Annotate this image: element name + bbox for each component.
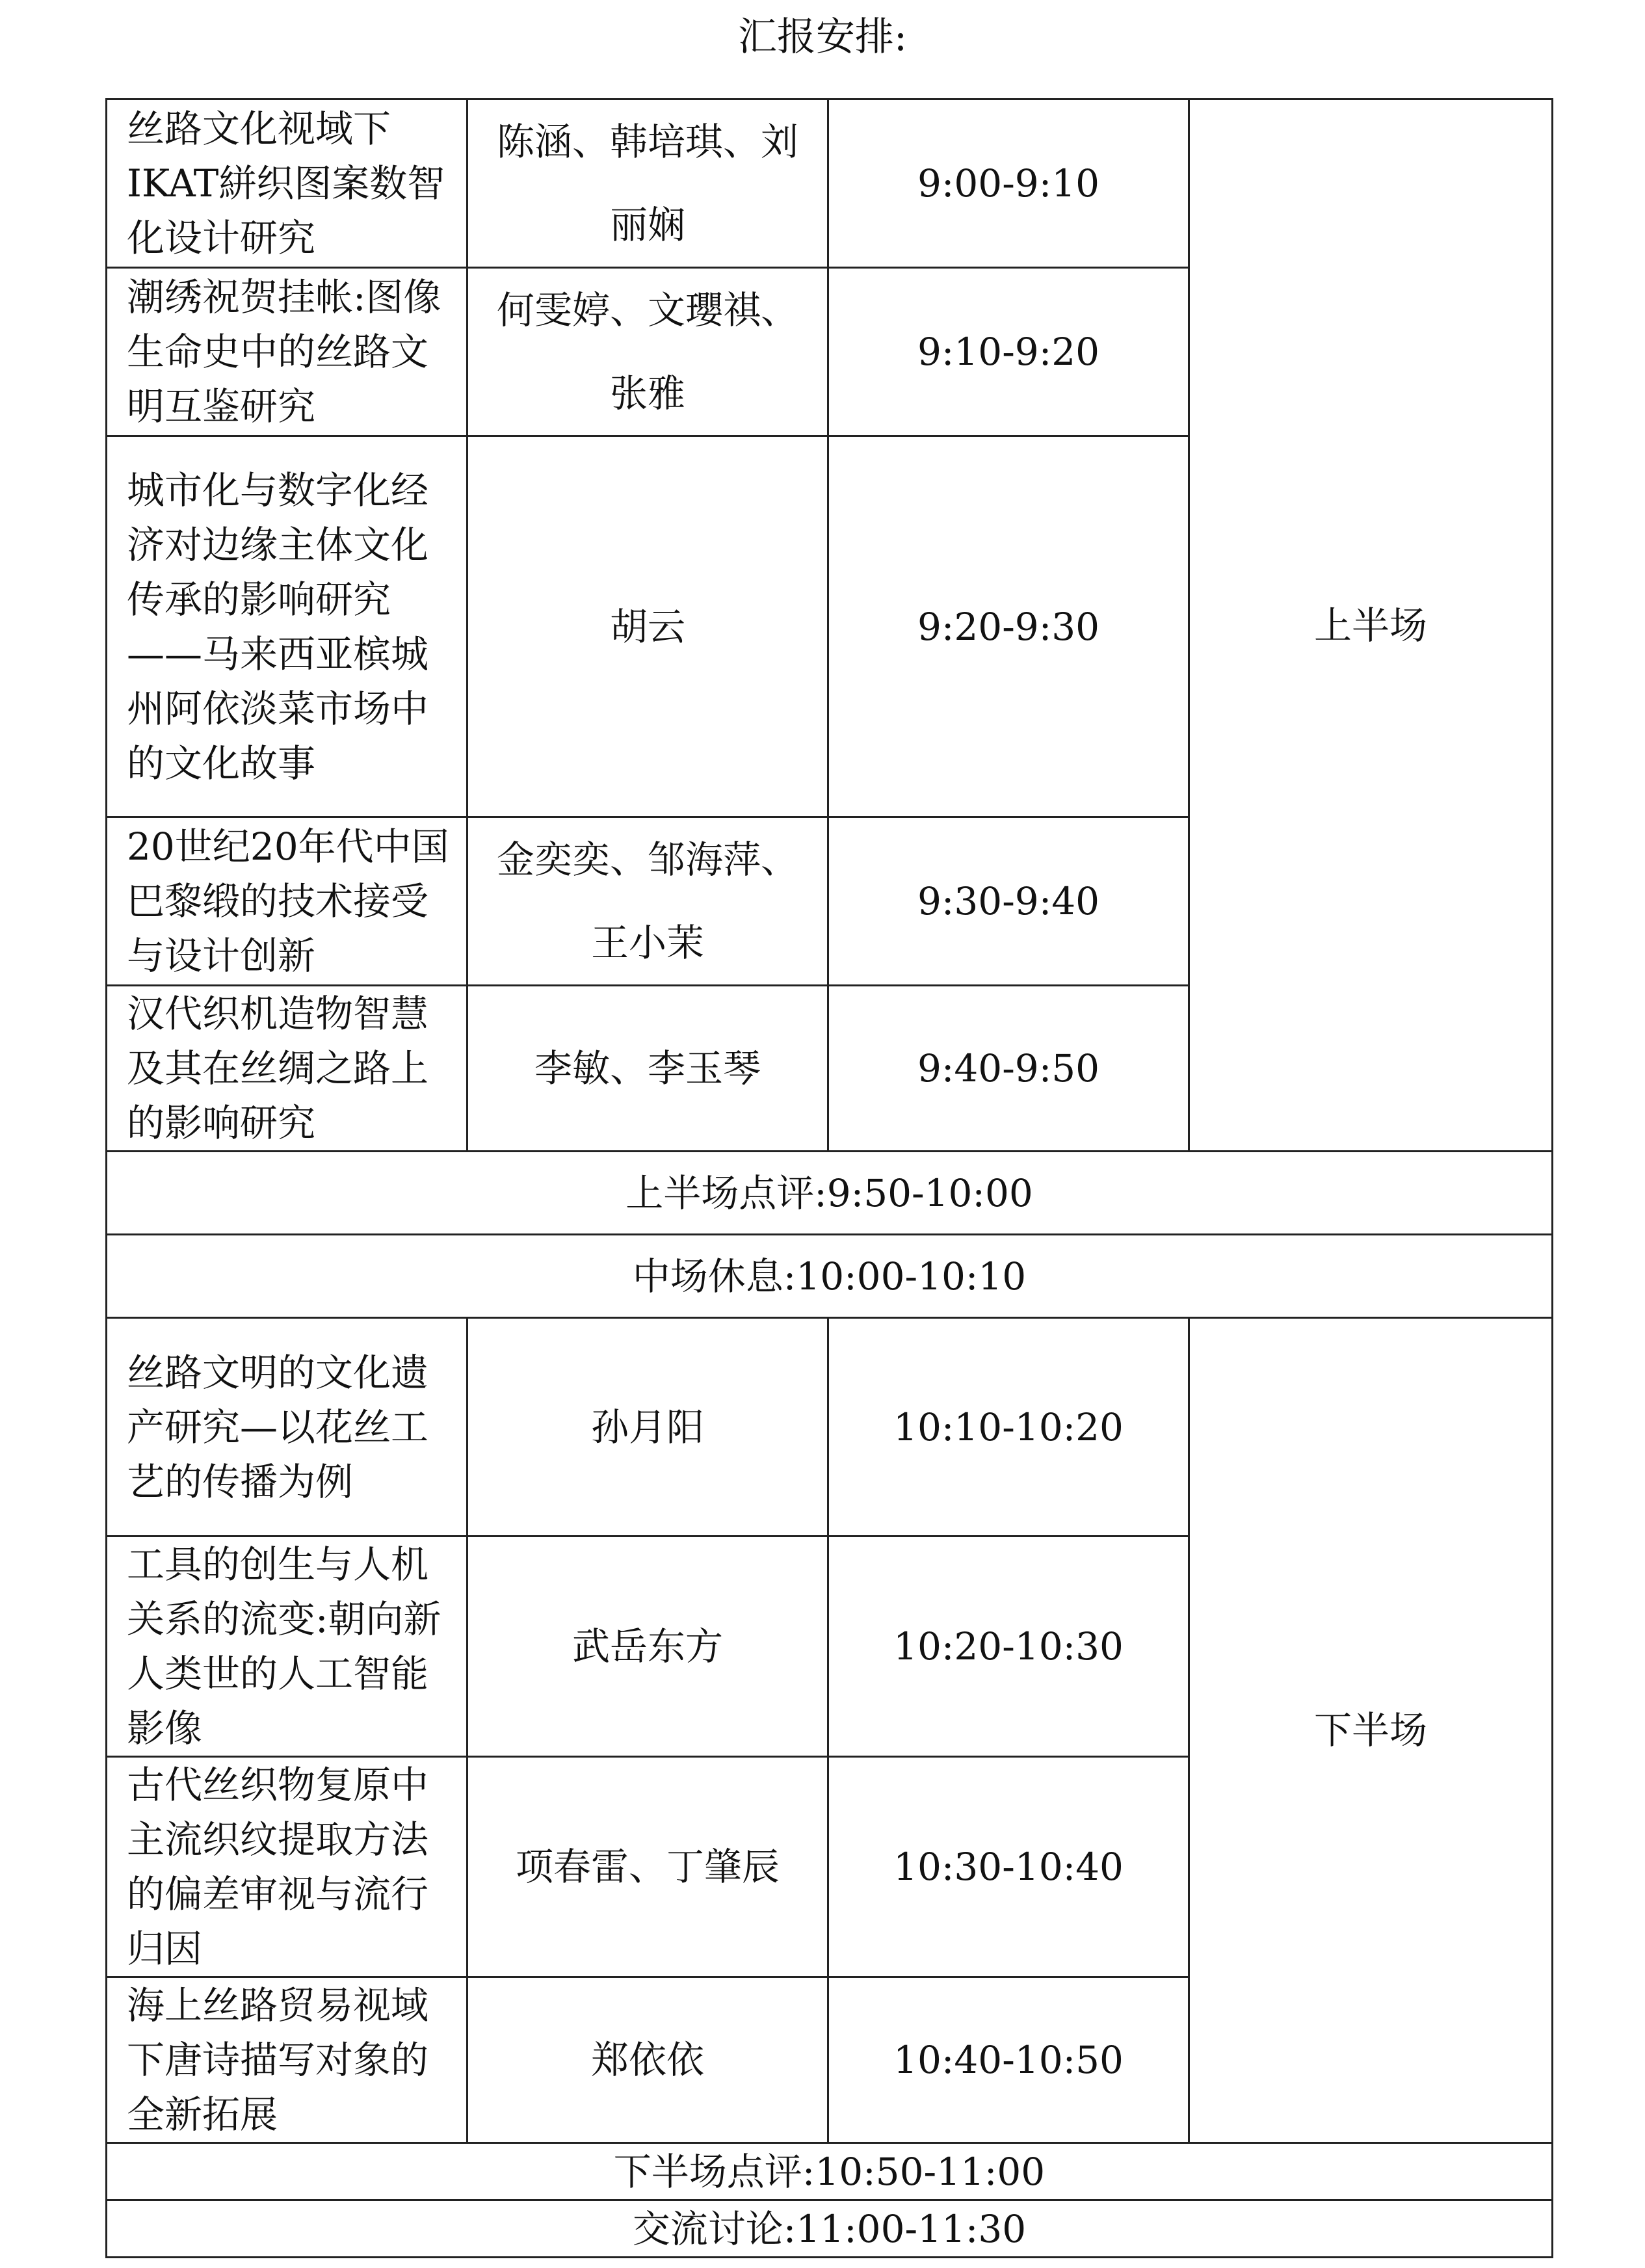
second-half-review: 下半场点评:10:50-11:00 bbox=[107, 2143, 1553, 2200]
table-row bbox=[107, 1152, 1553, 1235]
presenter-names: 孙月阳 bbox=[467, 1318, 828, 1536]
talk-title: 城市化与数字化经济对边缘主体文化传承的影响研究——马来西亚槟城州阿依淡菜市场中的文化故事 bbox=[107, 436, 467, 817]
time-slot: 10:10-10:20 bbox=[828, 1318, 1189, 1536]
presenter-names: 胡云 bbox=[467, 436, 828, 817]
schedule-table bbox=[105, 98, 1553, 2258]
time-slot: 9:30-9:40 bbox=[828, 817, 1189, 986]
presenter-names: 武岳东方 bbox=[467, 1536, 828, 1757]
discussion-row: 交流讨论:11:00-11:30 bbox=[107, 2200, 1553, 2258]
presenter-names: 何雯婷、文瓔祺、张雅 bbox=[467, 268, 828, 436]
session-label-second-half: 下半场 bbox=[1189, 1318, 1553, 2143]
presenter-names: 陈涵、韩培琪、刘丽娴 bbox=[467, 99, 828, 268]
time-slot: 9:40-9:50 bbox=[828, 986, 1189, 1152]
talk-title: 潮绣祝贺挂帐:图像生命史中的丝路文明互鉴研究 bbox=[107, 268, 467, 436]
time-slot: 10:40-10:50 bbox=[828, 1977, 1189, 2143]
break-row: 中场休息:10:00-10:10 bbox=[107, 1235, 1553, 1318]
time-slot: 10:30-10:40 bbox=[828, 1757, 1189, 1977]
session-label-first-half: 上半场 bbox=[1189, 99, 1553, 1152]
talk-title: 20世纪20年代中国巴黎缎的技术接受与设计创新 bbox=[107, 817, 467, 986]
talk-title: 丝路文化视域下IKAT絣织图案数智化设计研究 bbox=[107, 99, 467, 268]
talk-title: 丝路文明的文化遗产研究—以花丝工艺的传播为例 bbox=[107, 1318, 467, 1536]
table-row bbox=[107, 99, 1553, 268]
time-slot: 9:10-9:20 bbox=[828, 268, 1189, 436]
time-slot: 10:20-10:30 bbox=[828, 1536, 1189, 1757]
talk-title: 古代丝织物复原中主流织纹提取方法的偏差审视与流行归因 bbox=[107, 1757, 467, 1977]
presenter-names: 郑依依 bbox=[467, 1977, 828, 2143]
table-row bbox=[107, 2143, 1553, 2200]
table-row bbox=[107, 1235, 1553, 1318]
presenter-names: 金奕奕、邹海萍、王小茉 bbox=[467, 817, 828, 986]
presenter-names: 项春雷、丁肇辰 bbox=[467, 1757, 828, 1977]
talk-title: 海上丝路贸易视域下唐诗描写对象的全新拓展 bbox=[107, 1977, 467, 2143]
table-row bbox=[107, 2200, 1553, 2258]
time-slot: 9:20-9:30 bbox=[828, 436, 1189, 817]
talk-title: 工具的创生与人机关系的流变:朝向新人类世的人工智能影像 bbox=[107, 1536, 467, 1757]
time-slot: 9:00-9:10 bbox=[828, 99, 1189, 268]
page-title: 汇报安排: bbox=[737, 14, 908, 60]
first-half-review: 上半场点评:9:50-10:00 bbox=[107, 1152, 1553, 1235]
presenter-names: 李敏、李玉琴 bbox=[467, 986, 828, 1152]
table-row bbox=[107, 1318, 1553, 1536]
talk-title: 汉代织机造物智慧及其在丝绸之路上的影响研究 bbox=[107, 986, 467, 1152]
